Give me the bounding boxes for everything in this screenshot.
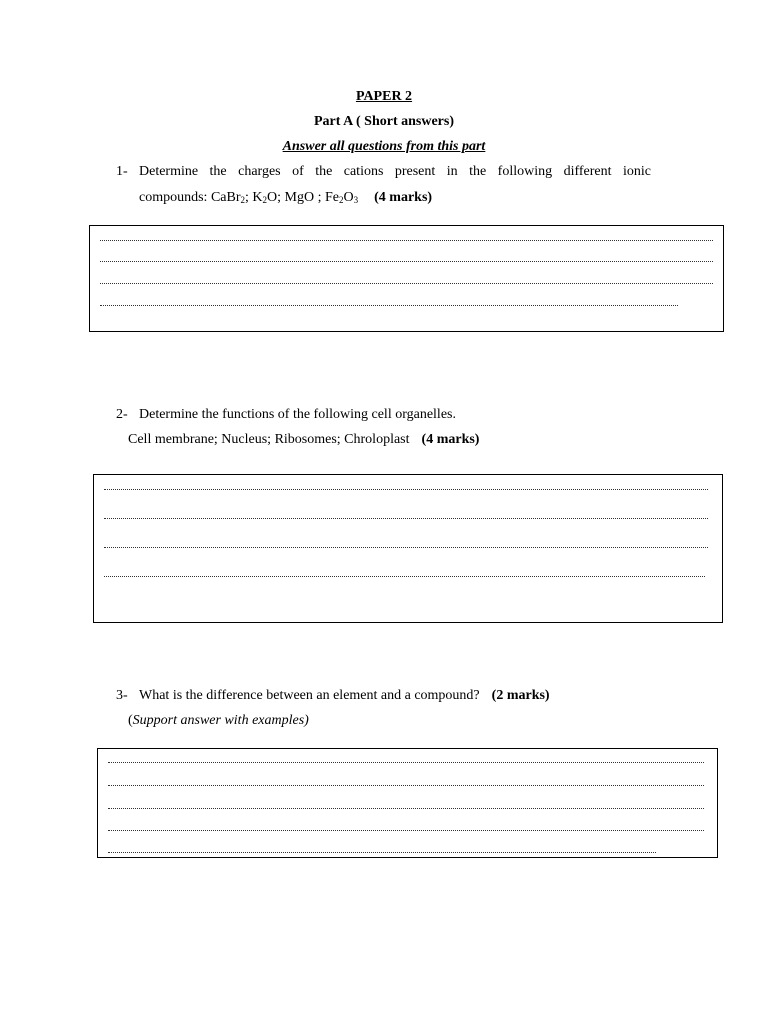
question-1-word: ionic [622, 164, 651, 179]
question-3-number: 3- [116, 688, 128, 703]
formula-subscript: 2 [240, 195, 246, 205]
formula-subscript: 2 [339, 195, 344, 205]
answer-line [108, 830, 704, 831]
answer-line [108, 808, 704, 809]
question-3-marks: (2 marks) [491, 688, 550, 703]
question-3-text: What is the difference between an element and a compound? [139, 688, 480, 703]
compound-formula: CaBr [210, 190, 241, 205]
instruction-text: Answer all questions from this part [282, 139, 486, 154]
compound-formula-tail: O [267, 190, 278, 205]
compound-separator: ; [314, 190, 325, 205]
compound-separator: ; [277, 190, 285, 205]
question-2-line-2 [128, 431, 479, 449]
question-1-word: different [563, 164, 612, 179]
formula-subscript: 2 [262, 195, 268, 205]
compound-formula: Fe [325, 190, 339, 205]
question-1-word: the [469, 164, 487, 179]
answer-line [108, 852, 656, 853]
question-1-word: charges [238, 164, 281, 179]
compound-separator: ; [245, 190, 253, 205]
question-1-word: cations [343, 164, 384, 179]
question-3-line-1 [116, 687, 550, 705]
answer-line [100, 240, 713, 241]
question-1-word: the [315, 164, 333, 179]
question-3-support-paren: ( [128, 713, 133, 728]
question-1-number: 1- [116, 164, 128, 179]
paper-title: PAPER 2 [355, 89, 413, 104]
question-1-line-1 [116, 163, 651, 181]
part-heading: Part A ( Short answers) [314, 114, 454, 129]
answer-line [108, 762, 704, 763]
question-3-answer-box[interactable] [97, 748, 718, 858]
formula-subscript: 3 [353, 195, 359, 205]
question-2-text: Determine the functions of the following cell organelles. [139, 407, 456, 422]
question-2-marks: (4 marks) [421, 432, 480, 447]
answer-line [104, 518, 708, 519]
compound-formula-tail: O [343, 190, 354, 205]
question-2-organelles: Cell membrane; Nucleus; Ribosomes; Chroloplast [128, 432, 410, 447]
answer-line [104, 489, 708, 490]
question-2-number: 2- [116, 407, 128, 422]
answer-line [104, 576, 705, 577]
question-1-word: following [497, 164, 553, 179]
question-1-line-2 [139, 189, 432, 207]
answer-line [100, 283, 713, 284]
question-1-compounds-label: compounds: [139, 190, 211, 205]
question-2-line-1 [116, 406, 456, 424]
question-1-word: in [446, 164, 458, 179]
question-2-answer-box[interactable] [93, 474, 723, 623]
question-1-word: the [209, 164, 227, 179]
answer-line [108, 785, 704, 786]
question-1-word: present [394, 164, 436, 179]
question-3-line-2 [128, 712, 309, 730]
question-1-word: of [292, 164, 304, 179]
question-1-compounds [211, 190, 358, 205]
question-3-support-note: Support answer with examples) [132, 713, 309, 728]
answer-line [100, 305, 678, 306]
question-1-text [139, 163, 651, 181]
answer-line [100, 261, 713, 262]
compound-formula: K [252, 190, 263, 205]
question-1-word: Determine [139, 164, 199, 179]
compound-formula: MgO [284, 190, 315, 205]
question-1-answer-box[interactable] [89, 225, 724, 332]
question-1-marks: (4 marks) [374, 190, 433, 205]
answer-line [104, 547, 708, 548]
